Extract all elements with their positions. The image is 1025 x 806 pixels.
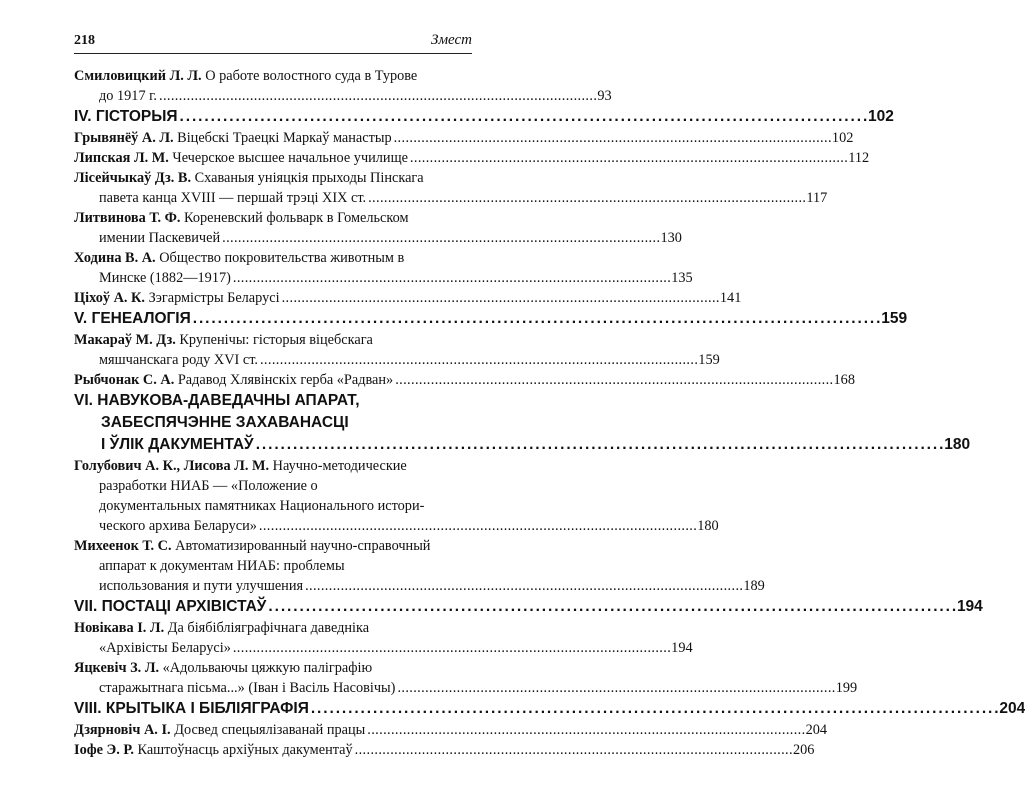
toc-entry [74, 248, 693, 288]
toc-leader [159, 86, 595, 106]
toc-entry-line [74, 86, 612, 106]
toc-section-line [74, 390, 472, 412]
toc-author: Дзярновіч А. І. [74, 722, 171, 738]
toc-page-number: 180 [697, 518, 719, 534]
toc-entry-title: Досвед спецыялізаванай працы [174, 722, 366, 738]
toc-entry-text [99, 350, 258, 370]
toc-leader [259, 516, 695, 536]
toc-leader [305, 576, 741, 596]
toc-entry-title: Общество покровительства животным в [159, 250, 405, 266]
toc-entry-title: О работе волостного суда в Турове [205, 68, 418, 84]
toc-entry-title: Зэгармістры Беларусі [148, 290, 280, 306]
toc-page-number: 194 [956, 598, 983, 615]
toc-entry-title: мяшчанскага роду XVI ст. [99, 352, 258, 368]
toc-entry-text [74, 618, 369, 638]
toc-page-number: 135 [671, 270, 693, 286]
toc-page-number: 102 [831, 130, 854, 146]
toc-entry-text [74, 330, 373, 350]
toc-leader [397, 678, 833, 698]
toc-entry-line [74, 678, 858, 698]
toc-entry-line [74, 66, 472, 86]
toc-author: Грывянёў А. Л. [74, 130, 174, 146]
toc-page-number: 204 [805, 722, 828, 738]
toc-section-line [74, 698, 1025, 720]
toc-entry-line [74, 188, 828, 208]
running-header [74, 33, 472, 54]
toc-entry-title: документальных памятниках Национального истори- [99, 498, 425, 514]
toc-leader [311, 698, 998, 720]
toc-section-line [74, 106, 894, 128]
toc-entry-line [74, 370, 855, 390]
toc-author: Михеенок Т. С. [74, 538, 172, 554]
toc-page-number: 194 [671, 640, 693, 656]
toc-section [74, 390, 971, 456]
toc-entry-text [74, 370, 393, 390]
toc-entry-line [74, 228, 682, 248]
toc-entry-line [74, 288, 742, 308]
toc-page-number: 102 [868, 108, 894, 125]
toc-entry-line [74, 658, 472, 678]
toc-entry-text [74, 720, 365, 740]
toc-page-number: 206 [792, 742, 815, 758]
toc-entry-title: «Архівісты Беларусі» [99, 640, 231, 656]
toc-entry-line [74, 350, 720, 370]
toc-section-title: VIII. КРЫТЫКА І БІБЛІЯГРАФІЯ [74, 700, 309, 717]
toc-entry-text [99, 268, 231, 288]
toc-entry-title: Минске (1882—1917) [99, 270, 231, 286]
toc-author: Липская Л. М. [74, 150, 169, 166]
toc-section-title: IV. ГІСТОРЫЯ [74, 108, 178, 125]
toc-leader [368, 188, 804, 208]
toc-entry [74, 370, 855, 390]
toc-entry [74, 330, 720, 370]
toc-entry-line [74, 168, 472, 188]
toc-entry-line [74, 516, 719, 536]
toc-entry [74, 740, 815, 760]
toc-entry-line [74, 638, 693, 658]
toc-entry-text [74, 740, 353, 760]
toc-entry-text [74, 148, 408, 168]
toc-entry-title: старажытнага пісьма...» (Іван і Васіль Насовічы) [99, 680, 396, 696]
toc-entry-title: имении Паскевичей [99, 230, 221, 246]
toc-author: Новікава І. Л. [74, 620, 165, 636]
toc-entry-title: Автоматизированный научно-справочный [175, 538, 431, 554]
toc-entry-text [74, 208, 409, 228]
toc-leader [233, 268, 669, 288]
toc-entry-title: «Адольваючы цяжкую палігpафію [162, 660, 373, 676]
toc-entry [74, 128, 854, 148]
toc-entry-line [74, 536, 472, 556]
toc-author: Смиловицкий Л. Л. [74, 68, 202, 84]
toc-entry-title: Радавод Хлявінскіх герба «Радван» [177, 372, 394, 388]
toc-entry-title: Да біябібліяграфічнага даведніка [167, 620, 370, 636]
page-number: 218 [74, 33, 95, 48]
toc-entry [74, 66, 612, 106]
toc-author: Рыбчонак С. А. [74, 372, 175, 388]
toc-entry-line [74, 720, 828, 740]
toc-page-number: 168 [833, 372, 855, 388]
toc-entry-title: Чечерское высшее начальное училище [172, 150, 408, 166]
toc-section [74, 596, 983, 618]
toc-author: Ходина В. А. [74, 250, 156, 266]
toc-entry [74, 618, 693, 658]
toc-leader [282, 288, 718, 308]
toc-entry-line [74, 496, 472, 516]
toc-page-number: 199 [835, 680, 858, 696]
toc-page-number: 141 [719, 290, 742, 306]
toc-entry-title: использования и пути улучшения [99, 578, 304, 594]
toc-section-title: І ЎЛІК ДАКУМЕНТАЎ [101, 436, 254, 453]
toc-entry [74, 168, 828, 208]
toc-leader [233, 638, 669, 658]
toc-author: Іофе Э. Р. [74, 742, 134, 758]
toc-entry-text [99, 228, 220, 248]
toc-author: Ціхоў А. К. [74, 290, 145, 306]
toc-page-number: 159 [881, 310, 908, 327]
toc-entry-text [99, 638, 231, 658]
toc-leader [260, 350, 696, 370]
toc-entry-text [99, 86, 157, 106]
toc-entry-line [74, 268, 693, 288]
toc-leader [180, 106, 867, 128]
toc-entry-title: Віцебскі Траецкі Маркаў манастыр [177, 130, 392, 146]
toc-leader [268, 596, 955, 618]
toc-leader [222, 228, 658, 248]
toc-entry [74, 148, 870, 168]
toc-section [74, 308, 908, 330]
toc-entry-text [99, 496, 424, 516]
toc-entry [74, 658, 858, 698]
toc-leader [193, 308, 880, 330]
toc-page-number: 93 [597, 88, 612, 104]
toc-entry-text [74, 168, 424, 188]
toc-entry-text [74, 288, 280, 308]
toc-section-title: V. ГЕНЕАЛОГІЯ [74, 310, 191, 327]
toc-entry-title: до 1917 г. [99, 88, 157, 104]
toc-leader [256, 434, 943, 456]
toc-page-number: 180 [944, 436, 971, 453]
toc-page-number: 189 [743, 578, 765, 594]
toc-section-line [74, 308, 908, 330]
toc-page-number: 112 [848, 150, 870, 166]
toc-entry-text [74, 456, 407, 476]
toc-author: Макараў М. Дз. [74, 332, 176, 348]
toc-author: Лісейчыкаў Дз. В. [74, 170, 192, 186]
toc-section-title: VII. ПОСТАЦІ АРХІВІСТАЎ [74, 598, 267, 615]
toc-entry-title: Каштоўнасць архіўных дакументаў [137, 742, 353, 758]
toc-leader [410, 148, 846, 168]
toc-section-title: ЗАБЕСПЯЧЭННЕ ЗАХАВАНАСЦІ [101, 414, 349, 431]
table-of-contents [74, 66, 1025, 760]
toc-entry-text [99, 188, 366, 208]
toc-entry-title: Научно-методические [272, 458, 407, 474]
toc-entry-title: аппарат к документам НИАБ: проблемы [99, 558, 345, 574]
toc-leader [395, 370, 831, 390]
toc-entry-text [99, 556, 345, 576]
toc-section [74, 106, 894, 128]
toc-entry-line [74, 618, 472, 638]
toc-section-line [74, 596, 983, 618]
toc-entry-title: Кореневский фольварк в Гомельском [184, 210, 409, 226]
toc-entry-text [74, 248, 404, 268]
toc-entry-line [74, 456, 472, 476]
toc-entry-line [74, 208, 472, 228]
toc-entry-title: ческого архива Беларуси» [99, 518, 257, 534]
toc-author: Литвинова Т. Ф. [74, 210, 181, 226]
toc-entry-title: разработки НИАБ — «Положение о [99, 478, 318, 494]
toc-entry-line [74, 556, 472, 576]
toc-leader [394, 128, 830, 148]
toc-leader [355, 740, 791, 760]
toc-entry-title: Схаваныя уніяцкія прыходы Пінскага [194, 170, 424, 186]
toc-leader [367, 720, 803, 740]
toc-entry-line [74, 476, 472, 496]
toc-entry-line [74, 330, 472, 350]
toc-entry-text [74, 66, 417, 86]
toc-entry-text [99, 516, 257, 536]
toc-author: Голубович А. К., Лисова Л. М. [74, 458, 270, 474]
toc-page-number: 130 [660, 230, 682, 246]
toc-entry-line [74, 740, 815, 760]
toc-entry-line [74, 576, 765, 596]
toc-entry-text [99, 576, 303, 596]
toc-entry-text [74, 128, 392, 148]
toc-page-number: 117 [806, 190, 828, 206]
toc-page-number: 159 [698, 352, 720, 368]
toc-entry-line [74, 128, 854, 148]
toc-section-line [74, 434, 971, 456]
running-title: Змест [431, 32, 472, 48]
toc-entry-line [74, 148, 870, 168]
toc-section [74, 698, 1025, 720]
toc-entry [74, 536, 765, 596]
toc-page-number: 204 [999, 700, 1025, 717]
toc-entry [74, 208, 682, 248]
toc-entry-text [99, 678, 395, 698]
toc-entry-title: Крупенічы: гісторыя віцебскага [179, 332, 373, 348]
toc-entry [74, 720, 828, 740]
toc-section-title: VI. НАВУКОВА-ДАВЕДАЧНЫ АПАРАТ, [74, 392, 360, 409]
toc-entry-text [99, 476, 318, 496]
toc-entry [74, 456, 719, 536]
toc-entry-title: павета канца XVIII — першай трэці XIX ст. [99, 190, 367, 206]
toc-entry-line [74, 248, 472, 268]
toc-entry-text [74, 536, 430, 556]
toc-author: Яцкевіч З. Л. [74, 660, 160, 676]
toc-entry-text [74, 658, 372, 678]
toc-entry [74, 288, 742, 308]
toc-section-line [74, 412, 472, 434]
